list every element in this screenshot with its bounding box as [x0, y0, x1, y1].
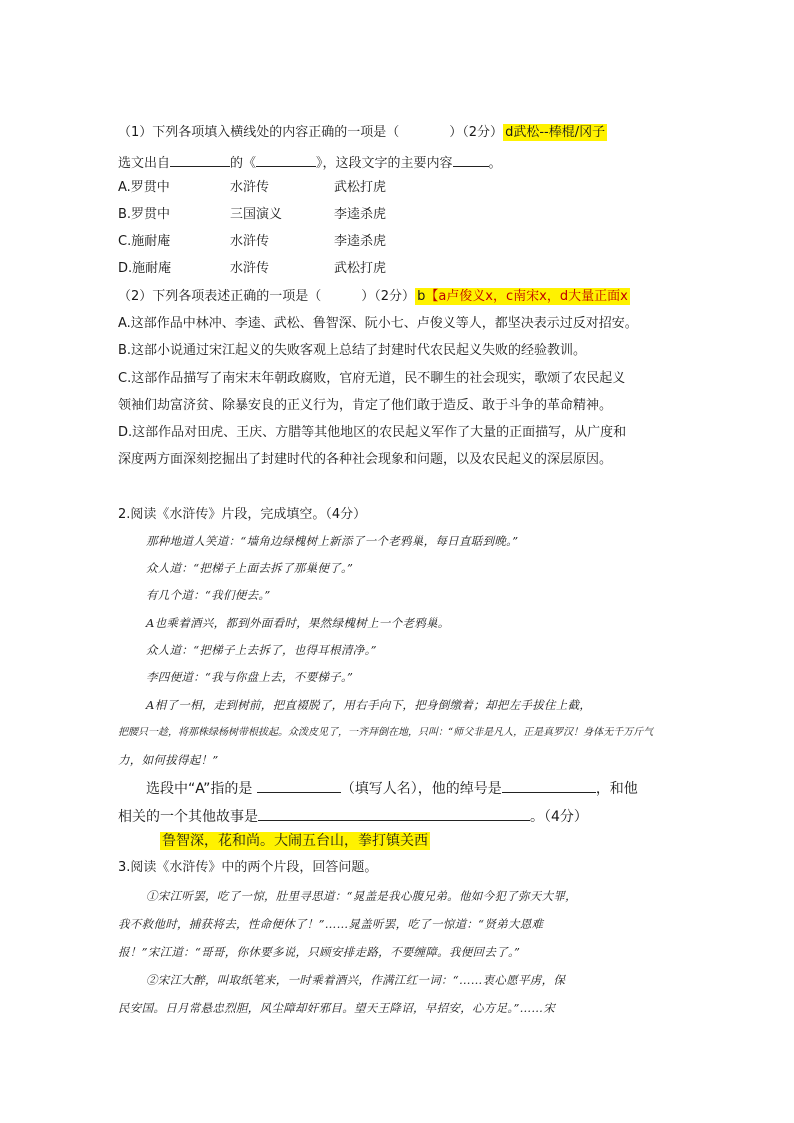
- section2-fill-line2: [118, 806, 588, 826]
- q1-answer: d武松--棒棍/冈子: [505, 125, 606, 140]
- fill-part-d: 相关的一个其他故事是: [118, 809, 258, 825]
- passage-line: A相了一相，走到树前，把直裰脱了，用右手向下，把身倒缴着；却把左手拔住上截，: [146, 698, 592, 712]
- option-content: 武松打虎: [334, 261, 387, 276]
- option-author: B.罗贯中: [118, 207, 171, 222]
- q1-stem: [118, 152, 502, 173]
- option-book: 水浒传: [230, 180, 270, 195]
- passage-line: 力，如何拔得起！”: [118, 753, 219, 767]
- section3-line: 我不救他时，捕获将去，性命便休了！”……晁盖听罢，吃了一惊道：“贤弟大恩难: [118, 917, 544, 931]
- passage-line: 众人道：“把梯子上去拆了，也得耳根清净。”: [146, 643, 377, 657]
- option-content: 武松打虎: [334, 180, 387, 195]
- section3-title: 3.阅读《水浒传》中的两个片段，回答问题。: [118, 860, 378, 875]
- stem-part-d: 。: [488, 156, 502, 171]
- q2-line: C.这部作品描写了南宋末年朝政腐败，官府无道，民不聊生的社会现实，歌颂了农民起义: [118, 371, 626, 386]
- passage-line: 那种地道人笑道：“墙角边绿槐树上新添了一个老鸦巢，每日直聒到晚。”: [146, 534, 519, 548]
- option-author: A.罗贯中: [118, 180, 170, 195]
- fill-part-c: ，和他: [595, 781, 638, 797]
- section3-line: 民安国。日月常悬忠烈胆，风尘障却奸邪目。望天王降诏，早招安，心方足。”……宋: [118, 1001, 556, 1015]
- option-content: 李逵杀虎: [334, 207, 387, 222]
- fill-part-b: （填写人名），他的绰号是: [340, 781, 502, 797]
- blank-name[interactable]: [257, 778, 341, 793]
- q2-line: 深度两方面深刻挖掘出了封建时代的各种社会现象和问题，以及农民起义的深层原因。: [118, 452, 613, 467]
- q2-question-text: （2）下列各项表述正确的一项是（: [118, 289, 322, 304]
- q2-answer-note: 【a卢俊义x，c南宋x，d大量正面x: [425, 289, 628, 304]
- section3-line: ①宋江听罢，吃了一惊，肚里寻思道：“晁盖是我心腹兄弟。他如今犯了弥天大罪，: [146, 889, 577, 903]
- blank-author[interactable]: [170, 152, 230, 167]
- passage-line: 李四便道：“我与你盘上去，不要梯子。”: [146, 670, 354, 684]
- section2-fill-line1: [146, 778, 638, 798]
- passage-line: A也乘着酒兴，都到外面看时，果然绿槐树上一个老鸦巢。: [146, 616, 450, 630]
- blank-nickname[interactable]: [502, 778, 596, 793]
- stem-part-b: 的《: [230, 156, 257, 171]
- section2-answer: [160, 832, 430, 850]
- section3-line: 报！”宋江道：“哥哥，你休要多说，只顾安排走路，不要缠障。我便回去了。”: [118, 945, 521, 959]
- q1-score: ）（2分）: [449, 125, 504, 140]
- blank-story[interactable]: [258, 806, 530, 821]
- option-book: 水浒传: [230, 261, 270, 276]
- q2-line: B.这部小说通过宋江起义的失败客观上总结了封建时代农民起义失败的经验教训。: [118, 343, 587, 358]
- section2-answer-text: 鲁智深，花和尚。大闹五台山，拳打镇关西: [162, 833, 428, 849]
- q2-line: 领袖们劫富济贫、除暴安良的正义行为，肯定了他们敢于造反、敢于斗争的革命精神。: [118, 398, 613, 413]
- option-author: D.施耐庵: [118, 261, 172, 276]
- blank-content[interactable]: [453, 152, 489, 167]
- passage-line: 有几个道：“我们便去。”: [146, 588, 271, 602]
- fill-part-a: 选段中“A”指的是: [146, 781, 253, 797]
- option-content: 李逵杀虎: [334, 234, 387, 249]
- stem-part-a: 选文出自: [118, 156, 171, 171]
- q2-question: [118, 288, 630, 306]
- option-book: 水浒传: [230, 234, 270, 249]
- passage-line: 众人道：“把梯子上面去拆了那巢便了。”: [146, 561, 354, 575]
- option-book: 三国演义: [230, 207, 283, 222]
- stem-part-c: 》，这段文字的主要内容: [316, 156, 453, 171]
- q2-line: A.这部作品中林冲、李逵、武松、鲁智深、阮小七、卢俊义等人，都坚决表示过反对招安。: [118, 316, 638, 331]
- q1-question-text: （1）下列各项填入横线处的内容正确的一项是（: [118, 125, 400, 140]
- section2-title: 2.阅读《水浒传》片段，完成填空。（4分）: [118, 507, 367, 522]
- option-author: C.施耐庵: [118, 234, 171, 249]
- passage-line: 把腰只一趁，将那株绿杨树带根拔起。众泼皮见了，一齐拜倒在地，只叫：“师父非是凡人，正是真罗汉！身体无千万斤气: [118, 727, 654, 738]
- q2-answer-letter: b: [417, 289, 426, 304]
- fill-part-e: 。（4分）: [530, 809, 588, 825]
- section3-line: ②宋江大醉，叫取纸笔来，一时乘着酒兴，作满江红一词：“……衷心愿平虏，保: [146, 973, 566, 987]
- q2-line: D.这部作品对田虎、王庆、方腊等其他地区的农民起义军作了大量的正面描写，从广度和: [118, 425, 627, 440]
- q2-score: ）（2分）: [361, 289, 416, 304]
- q1-question: [118, 124, 607, 142]
- blank-book[interactable]: [256, 152, 316, 167]
